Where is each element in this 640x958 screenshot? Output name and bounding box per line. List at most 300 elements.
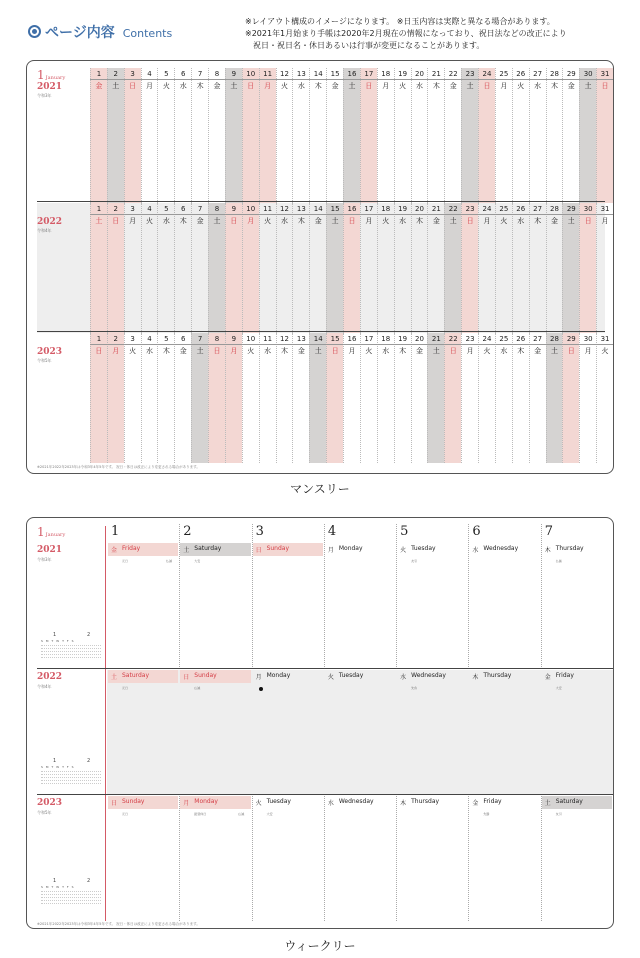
day-column [444, 68, 461, 203]
week-day-number: 1 [111, 524, 120, 539]
day-number: 27 [533, 205, 543, 213]
day-of-week: 火 [146, 217, 154, 225]
day-number: 19 [398, 205, 408, 213]
day-of-week: 金 [331, 82, 339, 90]
day-column [529, 68, 546, 203]
day-number: 22 [448, 205, 458, 213]
day-number: 10 [246, 335, 256, 343]
day-column [562, 203, 579, 333]
day-number: 22 [448, 335, 458, 343]
weekday-en: Thursday [555, 545, 584, 552]
day-number: 20 [415, 335, 424, 343]
weekday-jp: 水 [327, 800, 334, 807]
day-column [579, 333, 596, 463]
day-of-week: 水 [297, 82, 305, 90]
day-number: 12 [280, 205, 289, 213]
day-column [174, 68, 191, 203]
day-of-week: 土 [466, 82, 474, 90]
day-of-week: 火 [483, 347, 491, 355]
day-of-week: 土 [196, 347, 204, 355]
day-number: 21 [431, 335, 441, 343]
weekday-en: Sunday [266, 545, 290, 552]
day-of-week: 月 [230, 347, 238, 355]
day-column [596, 333, 613, 463]
day-number: 4 [147, 70, 152, 78]
day-column [360, 203, 377, 333]
day-number: 29 [566, 70, 576, 78]
mini-calendar [39, 758, 104, 783]
day-of-week: 火 [500, 217, 508, 225]
day-column [360, 333, 377, 463]
day-of-week: 月 [112, 347, 120, 355]
day-number: 26 [516, 205, 526, 213]
month-name: January [45, 75, 66, 81]
weekday-jp: 月 [183, 800, 190, 807]
day-of-week: 火 [399, 82, 407, 90]
day-column [242, 203, 259, 333]
day-column [124, 203, 141, 333]
row-divider [37, 668, 613, 669]
weekday-jp: 月 [255, 674, 262, 681]
weekday-header [253, 543, 323, 556]
day-column [157, 333, 174, 463]
day-of-week: 土 [449, 217, 457, 225]
weekday-en: Monday [194, 798, 218, 805]
day-column [225, 68, 242, 203]
weekday-jp: 水 [400, 674, 407, 681]
day-column [326, 203, 343, 333]
day-number: 13 [296, 205, 306, 213]
day-of-week: 金 [213, 82, 221, 90]
day-of-week: 水 [534, 82, 542, 90]
day-column [343, 333, 360, 463]
day-of-week: 木 [534, 217, 542, 225]
day-column [427, 333, 444, 463]
day-number: 10 [246, 70, 256, 78]
weekday-jp: 日 [111, 800, 118, 807]
day-of-week: 木 [314, 82, 322, 90]
day-column [276, 333, 293, 463]
day-of-week: 火 [264, 217, 272, 225]
day-of-week: 日 [567, 347, 575, 355]
day-of-week: 金 [314, 217, 322, 225]
day-column [225, 333, 242, 463]
weekday-en: Wednesday [483, 545, 519, 552]
day-of-week: 月 [247, 217, 255, 225]
mini-week-row [41, 901, 101, 904]
day-number: 5 [164, 70, 169, 78]
day-column [292, 203, 309, 333]
weekday-jp: 水 [472, 547, 479, 554]
day-column [562, 68, 579, 203]
weekday-header [180, 670, 250, 690]
weekday-jp: 火 [255, 800, 262, 807]
weekday-en: Tuesday [338, 672, 364, 679]
day-of-week: 金 [567, 82, 575, 90]
day-column [411, 68, 428, 203]
day-number: 18 [381, 70, 391, 78]
weekday-header [469, 543, 539, 556]
day-column [529, 203, 546, 333]
month-number: 1 [37, 68, 45, 82]
day-note: 元日 [122, 559, 129, 563]
weekday-en: Tuesday [266, 798, 291, 805]
mini-month-label: 1 [53, 632, 57, 638]
day-number: 18 [381, 205, 391, 213]
day-of-week: 金 [449, 82, 457, 90]
day-note: 友引 [411, 559, 418, 563]
day-number: 14 [313, 205, 323, 213]
weekday-jp: 土 [183, 547, 190, 554]
day-column [107, 203, 124, 333]
monthly-layout [26, 60, 614, 474]
day-of-week: 木 [162, 347, 170, 355]
day-number: 10 [246, 205, 256, 213]
day-of-week: 木 [415, 217, 423, 225]
day-number: 11 [263, 335, 273, 343]
day-of-week: 日 [601, 82, 609, 90]
day-number: 30 [583, 335, 593, 343]
weekday-jp: 木 [544, 547, 551, 554]
weekday-jp: 木 [400, 800, 407, 807]
day-of-week: 金 [534, 347, 542, 355]
mini-dow: S M T W T F S [41, 639, 75, 643]
day-column [326, 68, 343, 203]
day-column [546, 68, 563, 203]
left-rule [105, 526, 106, 921]
day-column [157, 203, 174, 333]
day-column [546, 203, 563, 333]
weekday-jp: 金 [472, 800, 479, 807]
day-number: 11 [263, 70, 273, 78]
year-label: 2023 [37, 347, 63, 357]
day-column [343, 68, 360, 203]
day-of-week: 土 [314, 347, 322, 355]
day-of-week: 金 [179, 347, 187, 355]
day-number: 14 [313, 335, 323, 343]
day-number: 7 [197, 335, 203, 343]
day-note: 大安 [266, 812, 273, 816]
weekday-header [397, 670, 467, 690]
row-divider [37, 331, 605, 332]
day-number: 21 [431, 205, 441, 213]
day-number: 16 [347, 335, 357, 343]
day-number: 23 [465, 335, 475, 343]
weekday-jp: 金 [111, 547, 118, 554]
weekday-jp: 日 [255, 547, 262, 554]
day-of-week: 木 [399, 347, 407, 355]
day-number: 20 [415, 70, 424, 78]
header-rule [90, 79, 613, 80]
day-of-week: 水 [162, 217, 170, 225]
mini-dow: S M T W T F S [41, 765, 75, 769]
day-column [529, 333, 546, 463]
day-of-week: 火 [162, 82, 170, 90]
month-name: January [45, 532, 66, 538]
week-day-number: 7 [544, 524, 553, 539]
day-number: 17 [364, 205, 374, 213]
day-column [478, 68, 495, 203]
day-column [394, 68, 411, 203]
day-of-week: 日 [247, 82, 255, 90]
day-number: 6 [181, 335, 186, 343]
day-note: 仏滅 [194, 686, 201, 690]
month-label [37, 525, 65, 539]
day-of-week: 土 [230, 82, 238, 90]
day-column [394, 333, 411, 463]
day-column [512, 68, 529, 203]
day-column [225, 203, 242, 333]
day-number: 3 [130, 335, 135, 343]
mini-dow: S M T W T F S [41, 885, 75, 889]
day-number: 28 [549, 335, 559, 343]
day-number: 24 [482, 335, 492, 343]
day-column [512, 333, 529, 463]
day-number: 5 [164, 205, 169, 213]
day-number: 16 [347, 70, 357, 78]
day-column [276, 68, 293, 203]
day-number: 1 [96, 70, 102, 78]
day-number: 13 [296, 335, 306, 343]
day-of-week: 木 [297, 217, 305, 225]
weekday-header [325, 670, 395, 683]
weekday-en: Monday [266, 672, 291, 679]
day-column [478, 203, 495, 333]
weekday-jp: 火 [327, 674, 334, 681]
day-number: 23 [465, 205, 475, 213]
day-number: 18 [381, 335, 391, 343]
day-of-week: 金 [432, 217, 440, 225]
day-of-week: 日 [365, 82, 373, 90]
weekday-header [469, 670, 539, 683]
day-column [360, 68, 377, 203]
weekday-en: Wednesday [411, 672, 446, 679]
day-column [174, 333, 191, 463]
weekday-jp: 日 [183, 674, 190, 681]
day-of-week: 日 [466, 217, 474, 225]
day-number: 2 [113, 70, 119, 78]
day-column [107, 68, 124, 203]
day-column [208, 333, 225, 463]
weekday-header [469, 796, 539, 816]
day-number: 26 [516, 70, 526, 78]
day-column [444, 203, 461, 333]
day-column [292, 68, 309, 203]
weekday-en: Friday [122, 545, 141, 552]
day-of-week: 日 [95, 347, 103, 355]
day-column [596, 68, 613, 203]
week-day-number: 6 [472, 524, 481, 539]
day-column [495, 68, 512, 203]
day-of-week: 火 [281, 82, 288, 90]
day-column [124, 333, 141, 463]
day-column [461, 333, 478, 463]
day-number: 7 [197, 205, 203, 213]
day-of-week: 金 [196, 217, 204, 225]
week-day-number: 5 [400, 524, 409, 539]
day-of-week: 土 [550, 347, 558, 355]
day-of-week: 水 [500, 347, 508, 355]
day-note: 仏滅 [238, 812, 245, 816]
day-note: 振替休日 [194, 812, 207, 816]
day-number: 11 [263, 205, 273, 213]
day-column [259, 68, 276, 203]
day-number: 8 [214, 335, 220, 343]
weekday-jp: 金 [544, 674, 551, 681]
era-label: 令和5年 [37, 810, 52, 815]
weekday-jp: 土 [544, 800, 551, 807]
day-column [461, 68, 478, 203]
day-number: 25 [499, 335, 509, 343]
day-of-week: 土 [213, 217, 221, 225]
note-line: ※2021年1月始まり手帳は2020年2月現在の情報になっており、祝日法などの改正により [245, 29, 567, 38]
day-column [141, 68, 158, 203]
day-number: 7 [197, 70, 203, 78]
day-number: 17 [364, 335, 374, 343]
day-number: 20 [415, 205, 424, 213]
day-column [141, 333, 158, 463]
day-of-week: 月 [500, 82, 508, 90]
day-note: 大安 [194, 559, 201, 563]
day-of-week: 月 [348, 347, 356, 355]
weekday-en: Sunday [194, 672, 217, 679]
weekday-en: Friday [483, 798, 502, 805]
day-of-week: 月 [483, 217, 491, 225]
day-number: 12 [280, 70, 289, 78]
day-of-week: 日 [584, 217, 592, 225]
day-column [141, 203, 158, 333]
day-of-week: 土 [567, 217, 575, 225]
day-number: 27 [533, 70, 543, 78]
day-number: 31 [600, 205, 610, 213]
day-column [208, 203, 225, 333]
day-column [427, 203, 444, 333]
day-column [343, 203, 360, 333]
day-column [478, 333, 495, 463]
day-column [579, 203, 596, 333]
weekday-header [253, 670, 323, 683]
day-of-week: 日 [331, 347, 339, 355]
day-column [292, 333, 309, 463]
day-of-week: 土 [584, 82, 592, 90]
day-number: 2 [113, 205, 119, 213]
year-label: 2022 [37, 672, 63, 682]
week-day-number: 2 [183, 524, 192, 539]
day-of-week: 月 [264, 82, 272, 90]
day-of-week: 水 [399, 217, 407, 225]
day-of-week: 日 [129, 82, 137, 90]
day-of-week: 月 [601, 217, 609, 225]
day-note: 友引 [555, 812, 562, 816]
day-number: 19 [398, 70, 408, 78]
day-column [208, 68, 225, 203]
day-of-week: 月 [382, 82, 390, 90]
day-of-week: 月 [129, 217, 137, 225]
day-number: 6 [181, 205, 186, 213]
grey-band [107, 670, 613, 794]
day-of-week: 水 [264, 347, 272, 355]
day-column [394, 203, 411, 333]
day-number: 8 [214, 70, 220, 78]
year-label: 2022 [37, 217, 63, 227]
era-label: 令和3年 [37, 557, 52, 562]
day-column [562, 333, 579, 463]
weekday-jp: 月 [327, 547, 334, 554]
day-number: 21 [431, 70, 441, 78]
day-column [427, 68, 444, 203]
day-number: 2 [113, 335, 119, 343]
day-column [157, 68, 174, 203]
day-number: 28 [549, 205, 559, 213]
day-note: 仏滅 [166, 559, 173, 563]
day-column [242, 68, 259, 203]
day-number: 9 [231, 70, 237, 78]
day-column [259, 333, 276, 463]
weekday-header [108, 670, 178, 690]
day-number: 23 [465, 70, 475, 78]
weekday-jp: 木 [472, 674, 479, 681]
day-column [309, 333, 326, 463]
weekday-header [325, 543, 395, 556]
weekday-en: Saturday [555, 798, 583, 805]
day-of-week: 土 [432, 347, 440, 355]
day-number: 6 [181, 70, 186, 78]
day-of-week: 火 [382, 217, 390, 225]
day-number: 12 [280, 335, 289, 343]
mini-month-label: 2 [87, 632, 91, 638]
mini-month-label: 2 [87, 758, 91, 764]
weekday-header [325, 796, 395, 809]
day-of-week: 木 [179, 217, 187, 225]
weekday-jp: 土 [111, 674, 118, 681]
day-number: 13 [296, 70, 306, 78]
era-label: 令和4年 [37, 684, 52, 689]
day-of-week: 日 [449, 347, 457, 355]
day-column [191, 203, 208, 333]
weekday-header [397, 543, 467, 563]
row-divider [37, 794, 613, 795]
day-column [124, 68, 141, 203]
day-column [495, 333, 512, 463]
day-column [191, 333, 208, 463]
day-column [546, 333, 563, 463]
day-number: 25 [499, 70, 509, 78]
day-of-week: 火 [247, 347, 255, 355]
day-column [191, 68, 208, 203]
day-note: 元日 [122, 686, 129, 690]
mini-month-label: 2 [87, 878, 91, 884]
day-number: 29 [566, 205, 576, 213]
weekday-jp: 火 [400, 547, 407, 554]
weekday-en: Saturday [194, 545, 222, 552]
weekday-header [542, 796, 612, 816]
day-number: 8 [214, 205, 220, 213]
day-note: 元日 [122, 812, 129, 816]
day-column [579, 68, 596, 203]
day-of-week: 月 [365, 217, 373, 225]
day-number: 3 [130, 205, 135, 213]
day-of-week: 金 [415, 347, 423, 355]
monthly-caption: マンスリー [290, 482, 350, 496]
day-number: 5 [164, 335, 169, 343]
day-number: 26 [516, 335, 526, 343]
day-number: 22 [448, 70, 458, 78]
day-of-week: 火 [365, 347, 373, 355]
day-of-week: 月 [584, 347, 592, 355]
day-of-week: 月 [146, 82, 154, 90]
day-column [174, 203, 191, 333]
header-rule [90, 214, 613, 215]
